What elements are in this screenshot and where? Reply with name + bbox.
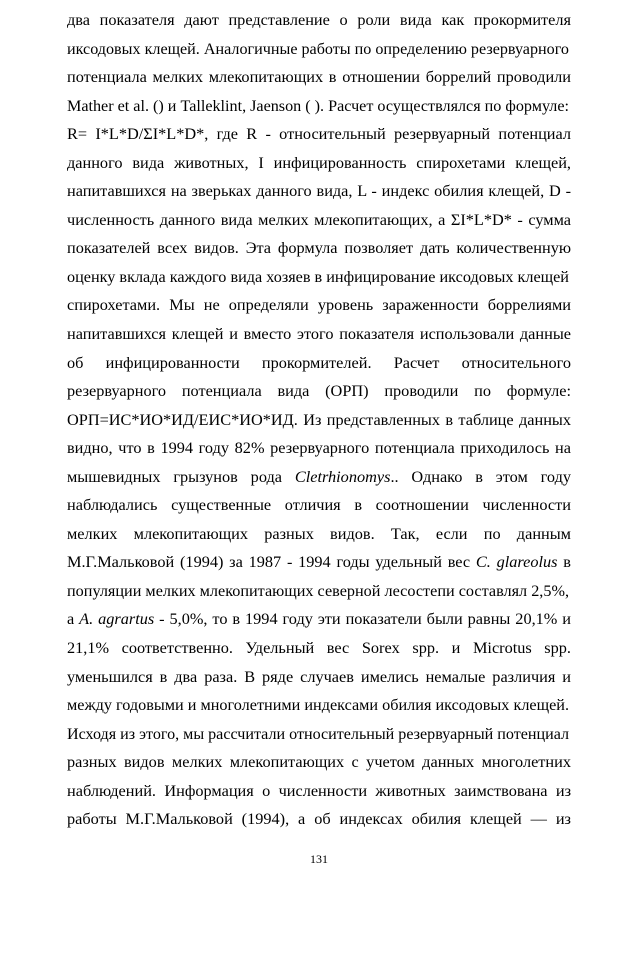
body-text [67, 6, 571, 834]
italic-species-name: C. glareolus [475, 552, 558, 572]
text-line [67, 92, 571, 121]
text-line [67, 691, 571, 720]
italic-species-name: Cletrhionomys [294, 466, 391, 486]
text-line-content: Исходя из этого, мы рассчитали относительный резервуарный потенциал [67, 723, 570, 743]
text-line-content: иксодовых клещей. Аналогичные работы по определению резервуарного [67, 38, 569, 58]
text-line: разных видов мелких млекопитающих с учетом данных многолетних [67, 752, 571, 772]
text-line: данного вида животных, I инфицированность спирохетами клещей, [67, 152, 571, 172]
text-line: мышевидных грызунов рода Cletrhionomys.. Однако в этом году [67, 466, 571, 486]
text-line [67, 263, 571, 292]
text-line: видно, что в 1994 году 82% резервуарного потенциала приходилось на [67, 438, 571, 458]
text-line: два показателя дают представление о роли вида как прокормителя [67, 10, 571, 29]
text-line [67, 720, 571, 749]
text-line: численность данного вида мелких млекопитающих, а ΣI*L*D* - сумма [67, 209, 571, 229]
page-number: 131 [310, 852, 328, 866]
text-line: потенциала мелких млекопитающих в отношении боррелий проводили [67, 67, 571, 87]
text-line: а A. agrartus - 5,0%, то в 1994 году эти показатели были равны 20,1% и [67, 609, 571, 629]
text-line: наблюдений. Информация о численности животных заимствована из [67, 780, 571, 800]
text-line: напитавшихся клещей и вместо этого показателя использовали данные [67, 324, 571, 344]
text-line: об инфицированности прокормителей. Расчет относительного [67, 352, 571, 372]
text-line: спирохетами. Мы не определяли уровень зараженности боррелиями [67, 295, 571, 315]
text-line: ОРП=ИС*ИО*ИД/ЕИС*ИО*ИД. Из представленных в таблице данных [67, 409, 571, 429]
text-line: работы М.Г.Мальковой (1994), а об индексах обилия клещей — из [67, 809, 571, 829]
text-line-content: популяции мелких млекопитающих северной лесостепи составлял 2,5%, [67, 580, 570, 600]
text-line-content: Mather et al. () и Talleklint, Jaenson ( ). Расчет осуществлялся по формуле: [67, 95, 570, 115]
text-line: R= I*L*D/ΣI*L*D*, где R - относительный резервуарный потенциал [67, 124, 571, 144]
text-line [67, 577, 571, 606]
text-line: М.Г.Мальковой (1994) за 1987 - 1994 годы удельный вес C. glareolus в [67, 552, 571, 572]
text-line [67, 35, 571, 64]
text-line: показателей всех видов. Эта формула позволяет дать количественную [67, 238, 571, 258]
italic-species-name: A. agrartus [79, 609, 155, 629]
text-line: 21,1% соответственно. Удельный вес Sorex spp. и Microtus spp. [67, 638, 571, 658]
text-line: резервуарного потенциала вида (ОРП) проводили по формуле: [67, 381, 571, 401]
text-line-content: между годовыми и многолетними индексами обилия иксодовых клещей. [67, 695, 570, 715]
text-line: наблюдались существенные отличия в соотношении численности [67, 495, 571, 515]
text-line: мелких млекопитающих разных видов. Так, если по данным [67, 523, 571, 543]
text-line-content: оценку вклада каждого вида хозяев в инфицирование иксодовых клещей [67, 266, 569, 286]
text-line: напитавшихся на зверьках данного вида, L - индекс обилия клещей, D - [67, 181, 571, 201]
text-line: уменьшился в два раза. В ряде случаев имелись немалые различия и [67, 666, 571, 686]
